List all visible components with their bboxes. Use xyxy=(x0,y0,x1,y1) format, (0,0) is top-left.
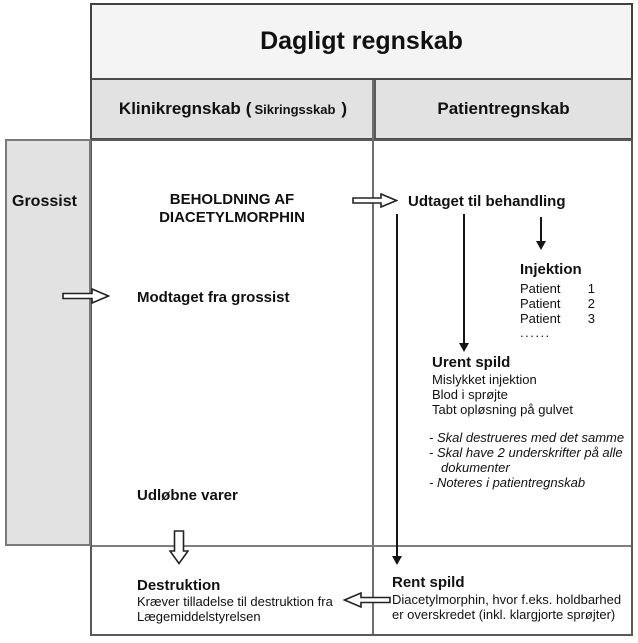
modtaget-label: Modtaget fra grossist xyxy=(137,289,290,306)
beholdning-line1: BEHOLDNING AF xyxy=(169,191,295,208)
beholdning-heading xyxy=(100,191,364,227)
udlobne-arrow-down-icon xyxy=(169,530,189,565)
urent-line: Tabt opløsning på gulvet xyxy=(432,402,573,417)
destruktion-line2: Lægemiddelstyrelsen xyxy=(137,609,261,624)
udlobne-label: Udløbne varer xyxy=(137,487,238,504)
patient-label: Patient xyxy=(520,281,561,296)
klinik-header-paren-close: ) xyxy=(341,99,348,118)
patient-label: Patient xyxy=(520,296,561,311)
patient-row xyxy=(520,281,595,296)
rent-spild-line2: er overskredet (inkl. klargjorte sprøjter) xyxy=(392,607,616,622)
destruktion-title: Destruktion xyxy=(137,577,221,594)
title-box xyxy=(90,3,633,80)
urent-spild-title: Urent spild xyxy=(432,354,511,371)
klinik-header-paren-open: ( xyxy=(245,99,252,118)
page-title: Dagligt regnskab xyxy=(260,27,463,55)
column-header-row xyxy=(90,78,633,140)
patient-row xyxy=(520,296,595,311)
patient-num: 2 xyxy=(587,296,595,311)
urent-line: Mislykket injektion xyxy=(432,372,537,387)
patient-label: Patient xyxy=(520,311,561,326)
rent-spild-line1: Diacetylmorphin, hvor f.eks. holdbarhed xyxy=(392,592,622,607)
header-klinikregnskab xyxy=(92,80,376,138)
urent-line: Blod i sprøjte xyxy=(432,387,508,402)
patient-row xyxy=(520,311,595,326)
udtaget-arrow-right-icon xyxy=(352,193,398,208)
urent-note: - Noteres i patientregnskab xyxy=(429,475,586,490)
header-patientregnskab xyxy=(376,80,631,138)
urent-note-wrap: dokumenter xyxy=(441,460,510,475)
arrow-down-rent-spild-icon xyxy=(396,214,398,556)
patient-ellipsis: ...... xyxy=(520,325,551,340)
klinik-header-label: Klinikregnskab xyxy=(118,99,241,118)
grossist-label: Grossist xyxy=(12,193,77,210)
arrow-down-injektion-icon xyxy=(540,217,542,241)
patient-num: 1 xyxy=(587,281,595,296)
beholdning-line2: DIACETYLMORPHIN xyxy=(159,209,305,226)
klinik-header-sub-label: Sikringsskab xyxy=(254,101,336,117)
urent-note: - Skal destrueres med det samme xyxy=(429,430,625,445)
patient-num: 3 xyxy=(587,311,595,326)
patient-header-label: Patientregnskab xyxy=(437,99,570,118)
injektion-title: Injektion xyxy=(520,261,582,278)
arrow-down-urent-spild-icon xyxy=(463,214,465,343)
udtaget-label: Udtaget til behandling xyxy=(408,193,566,210)
destruktion-line1: Kræver tilladelse til destruktion fra xyxy=(137,594,333,609)
urent-note: - Skal have 2 underskrifter på alle xyxy=(429,445,623,460)
rent-spild-title: Rent spild xyxy=(392,574,465,591)
rentspild-arrow-left-icon xyxy=(343,592,391,608)
column-divider xyxy=(372,80,374,634)
grossist-arrow-right-icon xyxy=(62,288,110,304)
